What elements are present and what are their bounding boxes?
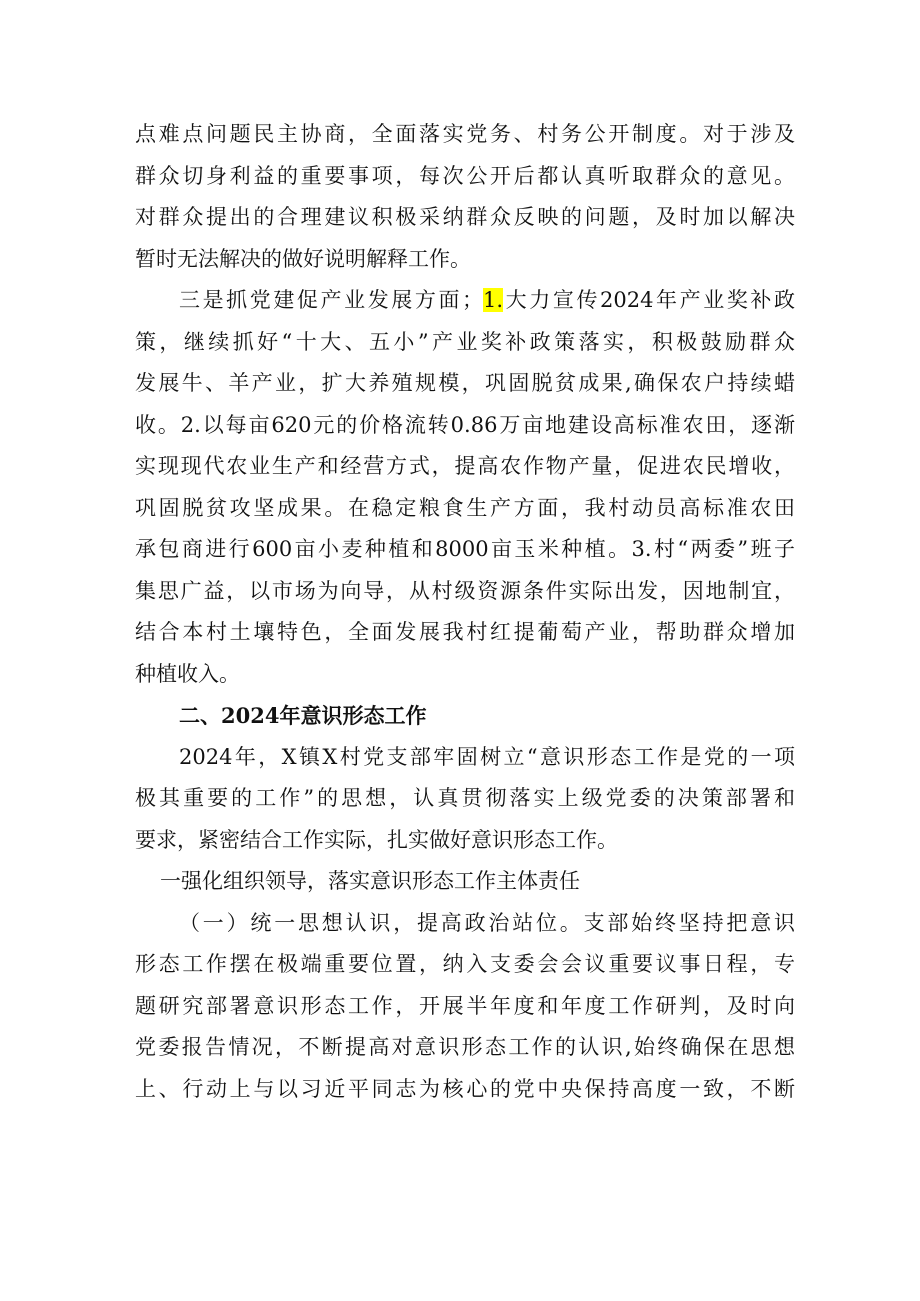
text-line: 种植收入。 bbox=[135, 661, 240, 686]
section-heading: 二、2024年意识形态工作 bbox=[179, 703, 427, 728]
text-line: 对群众提出的合理建议积极采纳群众反映的问题，及时加以解决 bbox=[135, 205, 795, 229]
text-line: 暂时无法解决的做好说明解释工作。 bbox=[135, 246, 471, 271]
text-line: 巩固脱贫攻坚成果。在稳定粮食生产方面，我村动员高标准农田 bbox=[135, 495, 795, 520]
paragraph-lead-text: 三是抓党建促产业发展方面； bbox=[179, 288, 484, 312]
paragraph-start-line: 2024年，X镇X村党支部牢固树立“意识形态工作是党的一项 bbox=[179, 744, 795, 769]
text-line: 发展牛、羊产业，扩大养殖规模，巩固脱贫成果,确保农户持续蜡 bbox=[135, 371, 795, 395]
text-line: 策，继续抓好“十大、五小”产业奖补政策落实，积极鼓励群众 bbox=[135, 329, 795, 354]
text-line: 极其重要的工作”的思想，认真贯彻落实上级党委的决策部署和 bbox=[135, 786, 795, 810]
paragraph-continue-text: 大力宣传2024年产业奖补政 bbox=[503, 288, 795, 312]
text-line: 收。2.以每亩620元的价格流转0.86万亩地建设高标准农田，逐渐 bbox=[135, 412, 795, 437]
paragraph-start-line: （一）统一思想认识，提高政治站位。支部始终坚持把意识 bbox=[179, 910, 795, 935]
text-line: 承包商进行600亩小麦种植和8000亩玉米种植。3.村“两委”班子 bbox=[135, 537, 795, 561]
text-line: 党委报告情况，不断提高对意识形态工作的认识,始终确保在思想 bbox=[135, 1035, 795, 1059]
paragraph-start-line bbox=[135, 280, 795, 322]
text-line: 上、行动上与以习近平同志为核心的党中央保持高度一致，不断 bbox=[135, 1076, 795, 1101]
document-body bbox=[135, 114, 795, 1110]
text-line: 实现现代农业生产和经营方式，提高农作物产量，促进农民增收， bbox=[135, 454, 795, 478]
text-line: 点难点问题民主协商，全面落实党务、村务公开制度。对于涉及 bbox=[135, 122, 795, 146]
text-line: 题研究部署意识形态工作，开展半年度和年度工作研判，及时向 bbox=[135, 993, 795, 1018]
text-line: 形态工作摆在极端重要位置，纳入支委会会议重要议事日程，专 bbox=[135, 952, 795, 976]
text-line: 集思广益，以市场为向导，从村级资源条件实际出发，因地制宜， bbox=[135, 578, 795, 603]
highlighted-number: 1. bbox=[483, 288, 504, 312]
text-line: 结合本村土壤特色，全面发展我村红提葡萄产业，帮助群众增加 bbox=[135, 620, 795, 644]
text-line: 群众切身利益的重要事项，每次公开后都认真听取群众的意见。 bbox=[135, 163, 795, 188]
subsection-heading: 一强化组织领导，落实意识形态工作主体责任 bbox=[160, 869, 580, 893]
text-line: 要求，紧密结合工作实际，扎实做好意识形态工作。 bbox=[135, 827, 618, 852]
